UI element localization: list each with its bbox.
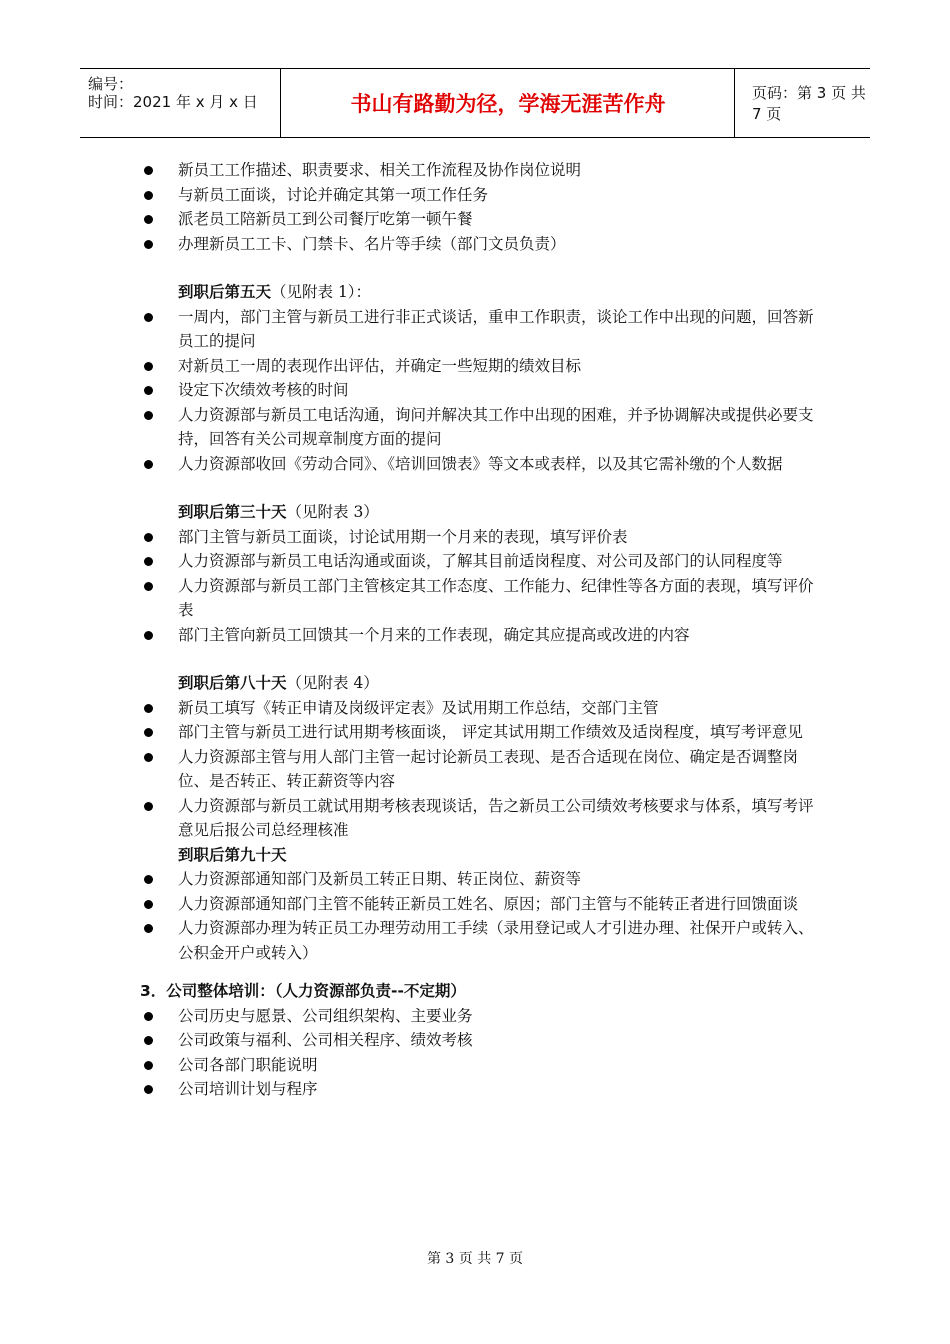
list-item-text: 人力资源部办理为转正员工办理劳动用工手续（录用登记或人才引进办理、社保开户或转入、公积金开户或转入） [178,919,814,962]
bullet-icon [144,411,153,420]
bullet-icon [144,362,153,371]
bullet-icon [144,1061,153,1070]
list-item-text: 对新员工一周的表现作出评估，并确定一些短期的绩效目标 [178,356,582,375]
list-item [140,574,820,623]
list-item [140,794,820,843]
list-item-text: 人力资源部与新员工电话沟通或面谈，了解其目前适岗程度、对公司及部门的认同程度等 [178,552,783,570]
list-item [140,378,820,403]
list-item [140,158,820,183]
list-item [140,305,820,354]
bullet-icon [144,313,153,322]
list-item-text: 设定下次绩效考核的时间 [178,381,349,399]
list-item [134,1028,820,1053]
list-item-text: 人力资源部通知部门主管不能转正新员工姓名、原因；部门主管与不能转正者进行回馈面谈 [178,894,799,913]
bullet-icon [144,900,153,909]
list-item-text: 办理新员工工卡、门禁卡、名片等手续（部门文员负责） [178,234,566,253]
page-footer: 第 3 页 共 7 页 [426,1251,524,1267]
list-item [140,745,820,794]
section-training [134,979,820,1102]
bullet-icon [144,875,153,884]
list-item [140,549,820,574]
list-item-text: 与新员工面谈，讨论并确定其第一项工作任务 [178,185,489,204]
list-item [140,916,820,965]
bullet-icon [144,802,153,811]
list-item [134,1004,820,1029]
bullet-icon [144,924,153,933]
list-item [140,207,820,232]
bullet-icon [144,1085,153,1094]
header-meta [80,69,281,137]
header-page-label [742,69,870,137]
list-item-text: 公司各部门职能说明 [178,1055,318,1074]
bullet-icon [144,728,153,737]
bullet-icon [144,191,153,200]
page-header [80,68,870,138]
list-item-text: 公司政策与福利、公司相关程序、绩效考核 [178,1031,473,1049]
section-title: 到职后第九十天 [178,845,287,864]
list-item-text: 新员工填写《转正申请及岗级评定表》及试用期工作总结，交部门主管 [178,698,659,717]
page-label-text: 页码：第 3 页 共 7 页 [752,84,866,123]
list-item-text: 派老员工陪新员工到公司餐厅吃第一顿午餐 [178,210,473,228]
list-item-text: 人力资源部收回《劳动合同》、《培训回馈表》等文本或表样，以及其它需补缴的个人数据 [178,454,783,473]
bullet-icon [144,215,153,224]
list-item [140,452,820,477]
list-item [140,403,820,452]
list-item-text: 人力资源部主管与用人部门主管一起讨论新员工表现、是否合适现在岗位、确定是否调整岗位、是否转正、转正薪资等内容 [178,747,799,790]
list-item-text: 人力资源部通知部门及新员工转正日期、转正岗位、薪资等 [178,870,582,888]
section-title: 到职后第八十天（见附表 4） [178,674,379,692]
intro-list [140,158,820,256]
list-item [140,623,820,648]
list-item [140,183,820,208]
list-item [140,354,820,379]
section-day80 [140,671,820,843]
section-title: 到职后第五天（见附表 1）： [178,283,372,301]
list-item [140,525,820,550]
list-item-text: 一周内，部门主管与新员工进行非正式谈话，重申工作职责，谈论工作中出现的问题，回答新员工的提问 [178,307,814,350]
training-heading: 3．公司整体培训：（人力资源部负责--不定期） [140,982,466,1000]
list-item [134,1077,820,1102]
section-day5 [140,280,820,476]
bullet-icon [144,1012,153,1021]
time-label: 时间：2021 年 x 月 x 日 [88,93,258,111]
document-body [140,158,820,1102]
list-item [140,867,820,892]
bullet-icon [144,582,153,591]
header-motto: 书山有路勤为径，学海无涯苦作舟 [282,69,735,137]
list-item-text: 人力资源部与新员工电话沟通，询问并解决其工作中出现的困难，并予协调解决或提供必要支持，回答有关公司规章制度方面的提问 [178,405,814,448]
section-day90 [140,843,820,966]
list-item [140,232,820,257]
bullet-icon [144,1036,153,1045]
bullet-icon [144,631,153,640]
list-item [140,696,820,721]
list-item-text: 新员工工作描述、职责要求、相关工作流程及协作岗位说明 [178,161,582,179]
bullet-icon [144,533,153,542]
list-item-text: 公司历史与愿景、公司组织架构、主要业务 [178,1006,473,1025]
bullet-icon [144,557,153,566]
bullet-icon [144,166,153,175]
bullet-icon [144,753,153,762]
list-item [140,892,820,917]
list-item-text: 部门主管向新员工回馈其一个月来的工作表现，确定其应提高或改进的内容 [178,625,690,644]
bullet-icon [144,386,153,395]
list-item-text: 人力资源部与新员工就试用期考核表现谈话，告之新员工公司绩效考核要求与体系，填写考评意见后报公司总经理核准 [178,796,814,839]
list-item-text: 公司培训计划与程序 [178,1080,318,1098]
list-item-text: 部门主管与新员工进行试用期考核面谈， 评定其试用期工作绩效及适岗程度，填写考评意见 [178,723,803,741]
number-label: 编号： [88,75,134,93]
bullet-icon [144,704,153,713]
list-item-text: 部门主管与新员工面谈，讨论试用期一个月来的表现，填写评价表 [178,527,628,546]
section-day30 [140,500,820,647]
list-item [134,1053,820,1078]
bullet-icon [144,460,153,469]
section-title: 到职后第三十天（见附表 3） [178,503,379,521]
list-item [140,720,820,745]
list-item-text: 人力资源部与新员工部门主管核定其工作态度、工作能力、纪律性等各方面的表现，填写评价表 [178,576,814,619]
bullet-icon [144,240,153,249]
